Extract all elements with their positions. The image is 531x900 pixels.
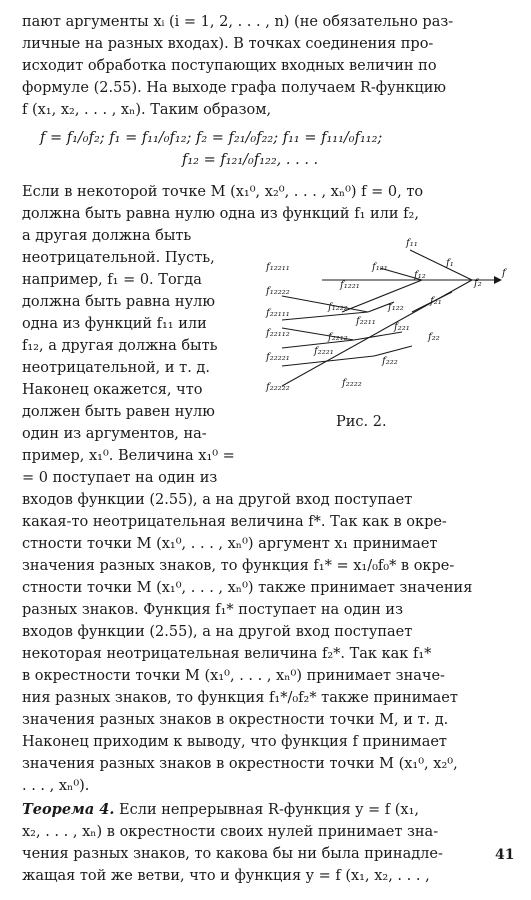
text-line: один из аргументов, на- [22,426,207,442]
label-f22221: f₂₂₂₂₁ [266,352,290,363]
label-f2212: f₂₂₁₂ [328,332,348,343]
text-line: f (x₁, x₂, . . . , xₙ). Таким образом, [22,102,272,118]
label-f12: f₁₂ [414,270,426,281]
text-line: личные на разных входах). В точках соединения про- [22,36,434,52]
text-line: какая-то неотрицательная величина f*. Так как в окре- [22,514,447,530]
text-line: значения разных знаков в окрестности точки M, и т. д. [22,712,449,728]
label-f1222: f₁₂₂₂ [328,302,348,313]
figure-caption: Рис. 2. [336,414,387,430]
edge-f22221 [282,356,374,366]
text-line: жащая той же ветви, что и функция y = f (x₁, x₂, . . . , [22,868,430,884]
edge-f221 [354,332,402,340]
text-line: исходит обработка поступающих входных величин по [22,58,437,74]
label-f11: f₁₁ [406,238,418,249]
label-f21: f₂₁ [430,296,442,307]
text-line: неотрицательной. Пусть, [22,250,215,266]
label-f221: f₂₂₁ [394,322,410,333]
label-f12211: f₁₂₂₁₁ [266,262,290,273]
equation-line-2: f₁₂ = f₁₂₁/₀f₁₂₂, . . . . [182,152,319,168]
label-f2211: f₂₂₁₁ [356,316,376,327]
text-line: ния разных знаков, то функция f₁*/₀f₂* также принимает [22,690,458,706]
text-line: чения разных знаков, то какова бы ни была принадле- [22,846,443,862]
label-f1221: f₁₂₂₁ [340,280,360,291]
text-line: а другая должна быть [22,228,192,244]
label-f12222: f₁₂₂₂₂ [266,286,290,297]
text-line: должна быть равна нулю [22,294,215,310]
theorem-text: Если непрерывная R-функция y = f (x₁, [114,802,420,818]
label-f2222: f₂₂₂₂ [342,378,362,389]
text-line: например, f₁ = 0. Тогда [22,272,202,288]
text-line: x₂, . . . , xₙ) в окрестности своих нулей принимает зна- [22,824,439,840]
text-line: значения разных знаков в окрестности точки M (x₁⁰, x₂⁰, [22,756,458,772]
label-f1: f₁ [446,258,454,269]
text-line: входов функции (2.55), а на другой вход поступает [22,624,413,640]
text-line: значения разных знаков, то функция f₁* = x₁/₀f₀* в окре- [22,558,455,574]
text-line: в окрестности точки M (x₁⁰, . . . , xₙ⁰) принимает значе- [22,668,445,684]
label-f121: f₁₂₁ [372,262,388,273]
edge-f12211 [282,296,368,312]
label-f22: f₂₂ [428,332,440,343]
label-f22222: f₂₂₂₂₂ [266,382,290,393]
text-line: входов функции (2.55), а на другой вход поступает [22,492,413,508]
text-line: некоторая неотрицательная величина f₂*. Так как f₁* [22,646,432,662]
label-f122: f₁₂₂ [388,302,404,313]
theorem-line [22,800,510,820]
text-line: Наконец окажется, что [22,382,203,398]
text-line: формуле (2.55). На выходе графа получаем R-функцию [22,80,447,96]
text-line: должен быть равен нулю [22,404,215,420]
label-f2221: f₂₂₂₁ [314,346,334,357]
text-line: Наконец приходим к выводу, что функция f принимает [22,734,447,750]
text-line: разных знаков. Функция f₁* поступает на один из [22,602,403,618]
edge-f222 [374,346,412,356]
text-line: пример, x₁⁰. Величина x₁⁰ = [22,448,235,464]
label-f22112: f₂₂₁₁₂ [266,328,290,339]
text-line: = 0 поступает на один из [22,470,218,486]
tree-graph-figure [262,236,512,398]
equation-line-1: f = f₁/₀f₂; f₁ = f₁₁/₀f₁₂; f₂ = f₂₁/₀f₂₂; f₁₁ = f₁₁₁/₀f₁₁₂; [40,130,383,146]
text-line: одна из функций f₁₁ или [22,316,207,332]
label-f22111: f₂₂₁₁₁ [266,308,290,319]
text-line: Если в некоторой точке M (x₁⁰, x₂⁰, . . . , xₙ⁰) f = 0, то [22,184,424,200]
text-line: . . . , xₙ⁰). [22,778,90,794]
label-f222: f₂₂₂ [382,356,398,367]
output-arrowhead [494,276,502,284]
text-line: стности точки M (x₁⁰, . . . , xₙ⁰) аргумент x₁ принимает [22,536,438,552]
page-number: 41 [495,847,515,863]
label-f2: f₂ [474,278,482,289]
text-line: должна быть равна нулю одна из функций f₁ или f₂, [22,206,419,222]
label-f: f [502,268,506,279]
theorem-label: Теорема 4. [22,801,115,818]
text-line: неотрицательной, и т. д. [22,360,210,376]
text-line: f₁₂, а другая должна быть [22,338,218,354]
text-line: пают аргументы xᵢ (i = 1, 2, . . . , n) (не обязательно раз- [22,14,454,30]
text-line: стности точки M (x₁⁰, . . . , xₙ⁰) также принимает значения [22,580,473,596]
